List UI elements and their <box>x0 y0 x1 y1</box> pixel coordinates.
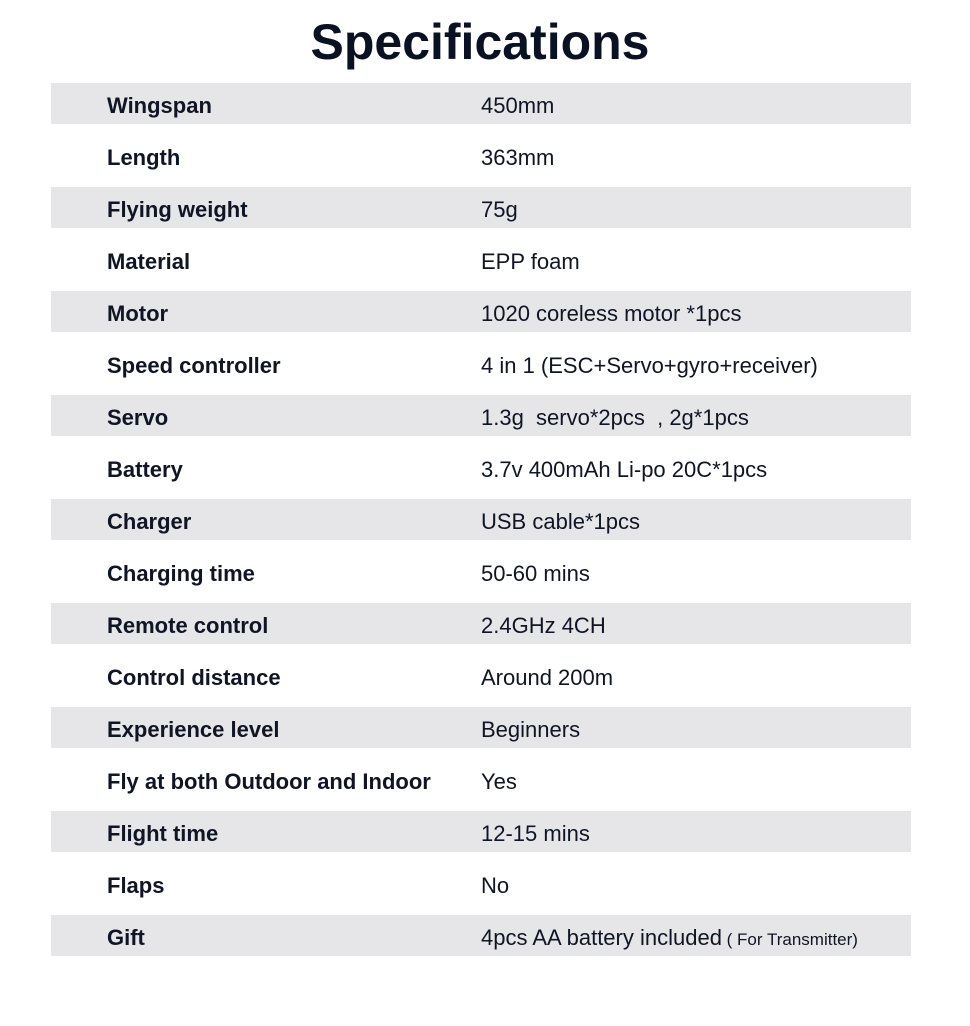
spec-value-text: 1020 coreless motor *1pcs <box>481 301 742 326</box>
spec-row <box>51 447 911 499</box>
spec-value <box>481 239 580 285</box>
spec-label: Gift <box>107 925 145 950</box>
spec-label: Fly at both Outdoor and Indoor <box>107 769 431 794</box>
spec-row <box>51 707 911 759</box>
spec-value <box>481 759 517 805</box>
spec-label: Motor <box>107 301 169 326</box>
spec-label: Battery <box>107 457 183 482</box>
spec-value-text: Beginners <box>481 717 581 742</box>
spec-label: Remote control <box>107 613 269 638</box>
spec-value-text: 2.4GHz 4CH <box>481 613 606 638</box>
spec-value <box>481 447 767 493</box>
spec-label: Flaps <box>107 873 165 898</box>
spec-row <box>51 655 911 707</box>
spec-value <box>481 291 741 337</box>
spec-value-text: Around 200m <box>481 665 614 690</box>
spec-row <box>51 811 911 863</box>
spec-value <box>481 915 858 963</box>
spec-value <box>481 603 606 649</box>
spec-row <box>51 499 911 551</box>
spec-label: Control distance <box>107 665 281 690</box>
spec-row <box>51 759 911 811</box>
spec-label: Flight time <box>107 821 219 846</box>
spec-value <box>481 395 749 441</box>
spec-value <box>481 83 554 129</box>
spec-value <box>481 187 518 233</box>
spec-value <box>481 343 818 389</box>
spec-value-text: 1.3g servo*2pcs , 2g*1pcs <box>481 405 749 430</box>
spec-value-text: Yes <box>481 769 517 794</box>
spec-row <box>51 343 911 395</box>
spec-row <box>51 603 911 655</box>
spec-label: Charger <box>107 509 192 534</box>
spec-label: Flying weight <box>107 197 248 222</box>
spec-row <box>51 395 911 447</box>
spec-value <box>481 655 613 701</box>
spec-value <box>481 863 509 909</box>
spec-value-text: USB cable*1pcs <box>481 509 640 534</box>
spec-label: Experience level <box>107 717 280 742</box>
spec-row <box>51 551 911 603</box>
spec-row <box>51 135 911 187</box>
spec-row <box>51 83 911 135</box>
spec-row <box>51 187 911 239</box>
spec-table <box>51 83 911 967</box>
page-title: Specifications <box>310 14 650 70</box>
spec-value <box>481 499 640 545</box>
spec-value-text: No <box>481 873 510 898</box>
spec-value-text: EPP foam <box>481 249 580 274</box>
spec-value-text: 363mm <box>481 145 555 170</box>
spec-value-text: 4pcs AA battery included <box>481 925 722 950</box>
spec-value-text: 450mm <box>481 93 555 118</box>
spec-label: Material <box>107 249 191 274</box>
spec-label: Charging time <box>107 561 255 586</box>
spec-value <box>481 551 590 597</box>
spec-value-text: 50-60 mins <box>481 561 590 586</box>
spec-label: Wingspan <box>107 93 212 118</box>
spec-value <box>481 811 590 857</box>
spec-value-text: 4 in 1 (ESC+Servo+gyro+receiver) <box>481 353 818 378</box>
spec-label: Servo <box>107 405 169 430</box>
spec-row <box>51 915 911 967</box>
spec-value-note: ( For Transmitter) <box>721 930 858 949</box>
spec-value-text: 75g <box>481 197 518 222</box>
spec-value <box>481 707 580 753</box>
spec-row <box>51 863 911 915</box>
spec-value <box>481 135 554 181</box>
spec-label: Length <box>107 145 181 170</box>
spec-row <box>51 291 911 343</box>
spec-label: Speed controller <box>107 353 281 378</box>
spec-value-text: 3.7v 400mAh Li-po 20C*1pcs <box>481 457 768 482</box>
spec-value-text: 12-15 mins <box>481 821 590 846</box>
spec-row <box>51 239 911 291</box>
